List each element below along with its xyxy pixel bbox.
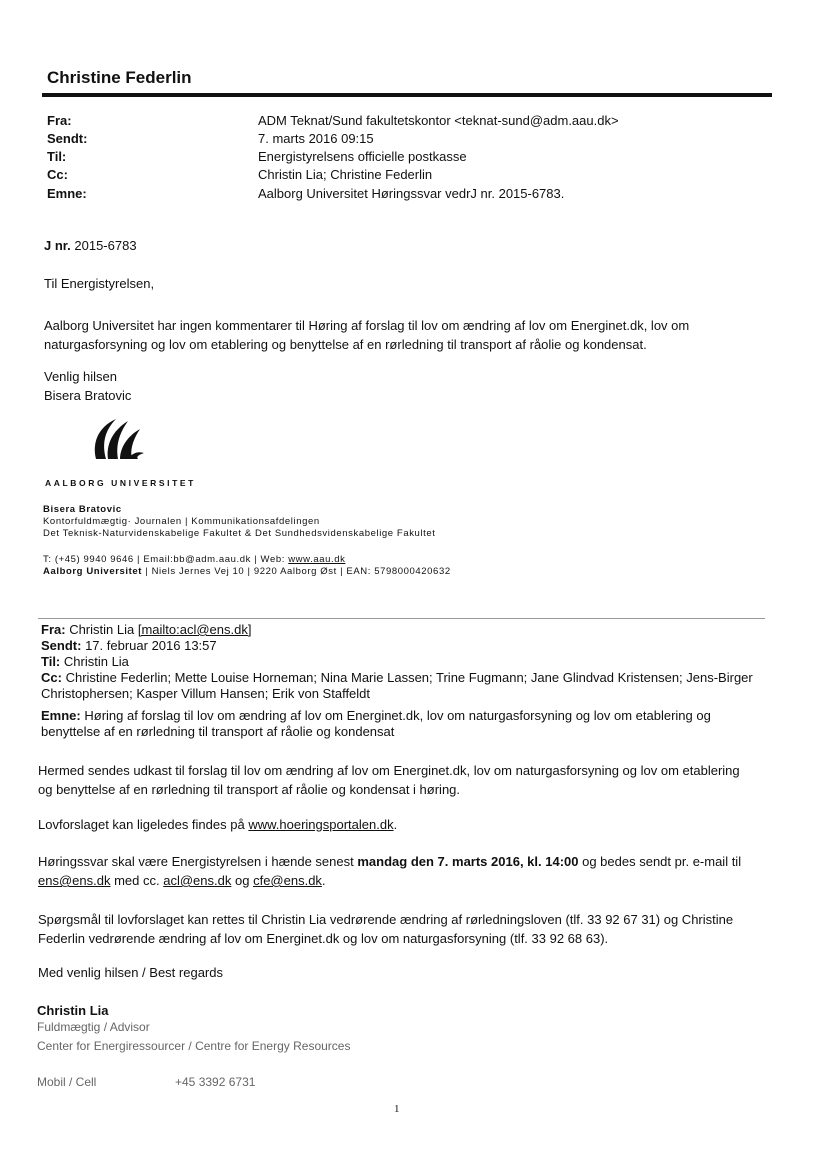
fwd-from-label: Fra: [41, 622, 66, 637]
aau-signature-contact [43, 554, 345, 566]
fwd-to-value: Christin Lia [63, 654, 129, 669]
fwd-paragraph-2 [38, 815, 768, 834]
aau-name-text: Bisera Bratovic [43, 504, 122, 515]
fwd-signature-center: Center for Energiressourcer / Centre for Energy Resources [37, 1039, 351, 1053]
aau-logo-icon [82, 413, 152, 463]
fwd-p2-text: Lovforslaget kan ligeledes findes på [38, 817, 245, 832]
aau-signature-faculty: Det Teknisk-Naturvidenskabelige Fakultet & Det Sundhedsvidenskabelige Fakultet [43, 528, 436, 539]
fwd-paragraph-1: Hermed sendes udkast til forslag til lov om ændring af lov om Energinet.dk, lov om naturgasforsyning og lov om etablering og benyttelse af en rørledning til transport af råolie og kondensat i høring. [38, 763, 740, 797]
header-value: Energistyrelsens officielle postkasse [258, 149, 467, 164]
fwd-p3-mid2: med cc. [114, 873, 160, 888]
header-label: Emne: [47, 186, 87, 201]
aau-web-link[interactable]: www.aau.dk [288, 554, 346, 565]
aau-signature-address [43, 566, 451, 578]
fwd-p2-suffix: . [393, 817, 398, 832]
header-label: Cc: [47, 167, 68, 182]
header-value: 7. marts 2016 09:15 [258, 131, 374, 146]
document-title: Christine Federlin [47, 68, 192, 87]
header-value: Christin Lia; Christine Federlin [258, 167, 433, 182]
fwd-sent-value: 17. februar 2016 13:57 [85, 638, 217, 653]
fwd-to-label: Til: [41, 654, 61, 669]
fwd-subject [41, 708, 771, 740]
fwd-paragraph-3 [38, 852, 750, 890]
closing: Venlig hilsen [44, 369, 117, 384]
acl-email-link[interactable]: acl@ens.dk [163, 873, 232, 888]
aau-signature-name [43, 504, 122, 516]
body-paragraph: Aalborg Universitet har ingen kommentarer til Høring af forslag til lov om ændring af lov om Energinet.dk, lov om naturgasforsyning og lov om etablering og benyttelse af en rørledning til transport af råolie og kondensat. [44, 318, 690, 352]
mobile-number: +45 3392 6731 [175, 1075, 256, 1089]
header-label: Sendt: [47, 131, 88, 146]
fwd-subject-label: Emne: [41, 708, 81, 723]
fwd-closing: Med venlig hilsen / Best regards [38, 965, 223, 980]
ens-email-link[interactable]: ens@ens.dk [38, 873, 111, 888]
fwd-signature-name: Christin Lia [37, 1003, 109, 1018]
page-number: 1 [394, 1103, 400, 1115]
fwd-p3-og: og [234, 873, 250, 888]
message-divider [38, 618, 765, 619]
fwd-from-mailto-link[interactable]: [mailto:acl@ens.dk] [137, 622, 252, 637]
signer-name: Bisera Bratovic [44, 388, 132, 403]
aau-address-bold: Aalborg Universitet [43, 566, 143, 577]
header-row-to [47, 148, 747, 166]
header-row-cc [47, 166, 747, 184]
fwd-sent-label: Sendt: [41, 638, 82, 653]
mobile-label: Mobil / Cell [37, 1075, 97, 1089]
fwd-to [41, 654, 776, 670]
header-row-sent [47, 130, 747, 148]
fwd-p3-mid: og bedes sendt pr. e-mail til [582, 854, 742, 869]
fwd-p3-end: . [321, 873, 326, 888]
aau-address-rest: | Niels Jernes Vej 10 | 9220 Aalborg Øst | EAN: 5798000420632 [145, 566, 451, 577]
header-row-from [47, 112, 747, 130]
reference-prefix: J nr. [44, 238, 71, 253]
aau-signature-title: Kontorfuldmægtig· Journalen | Kommunikationsafdelingen [43, 516, 320, 527]
header-label: Til: [47, 149, 67, 164]
header-label: Fra: [47, 113, 72, 128]
fwd-signature-title: Fuldmægtig / Advisor [37, 1020, 150, 1034]
aau-contact-text: T: (+45) 9940 9646 | Email:bb@adm.aau.dk | Web: [43, 554, 285, 565]
reference-number [44, 236, 774, 255]
hoeringsportalen-link[interactable]: www.hoeringsportalen.dk [248, 817, 394, 832]
fwd-subject-value: Høring af forslag til lov om ændring af lov om Energinet.dk, lov om naturgasforsyning og lov om etablering og benyttelse af en rørledning til transport af råolie og kondensat [41, 708, 711, 739]
header-value: Aalborg Universitet Høringssvar vedrJ nr. 2015-6783. [258, 186, 565, 201]
fwd-cc-value: Christine Federlin; Mette Louise Horneman; Nina Marie Lassen; Trine Fugmann; Jane Glindvad Kristensen; Jens-Birger Christophersen; Kasper Villum Hansen; Erik von Staffeldt [41, 670, 753, 701]
header-value: ADM Teknat/Sund fakultetskontor <teknat-sund@adm.aau.dk> [258, 113, 619, 128]
fwd-paragraph-4: Spørgsmål til lovforslaget kan rettes til Christin Lia vedrørende ændring af rørledningsloven (tlf. 33 92 67 31) og Christine Federlin vedrørende ændring af lov om Energinet.dk og lov om naturgasforsyning (tlf. 33 92 68 63). [38, 912, 734, 946]
title-divider [42, 93, 772, 97]
fwd-sent [41, 638, 776, 654]
fwd-p3-deadline: mandag den 7. marts 2016, kl. 14:00 [357, 854, 579, 869]
reference-value: 2015-6783 [74, 238, 137, 253]
fwd-p3-text: Høringssvar skal være Energistyrelsen i hænde senest [38, 854, 354, 869]
fwd-from [41, 622, 776, 638]
greeting: Til Energistyrelsen, [44, 276, 155, 291]
fwd-cc-label: Cc: [41, 670, 62, 685]
fwd-cc [41, 670, 761, 702]
cfe-email-link[interactable]: cfe@ens.dk [253, 873, 322, 888]
fwd-from-name: Christin Lia [69, 622, 135, 637]
aau-wordmark: AALBORG UNIVERSITET [45, 478, 196, 488]
header-row-subject [47, 185, 747, 203]
